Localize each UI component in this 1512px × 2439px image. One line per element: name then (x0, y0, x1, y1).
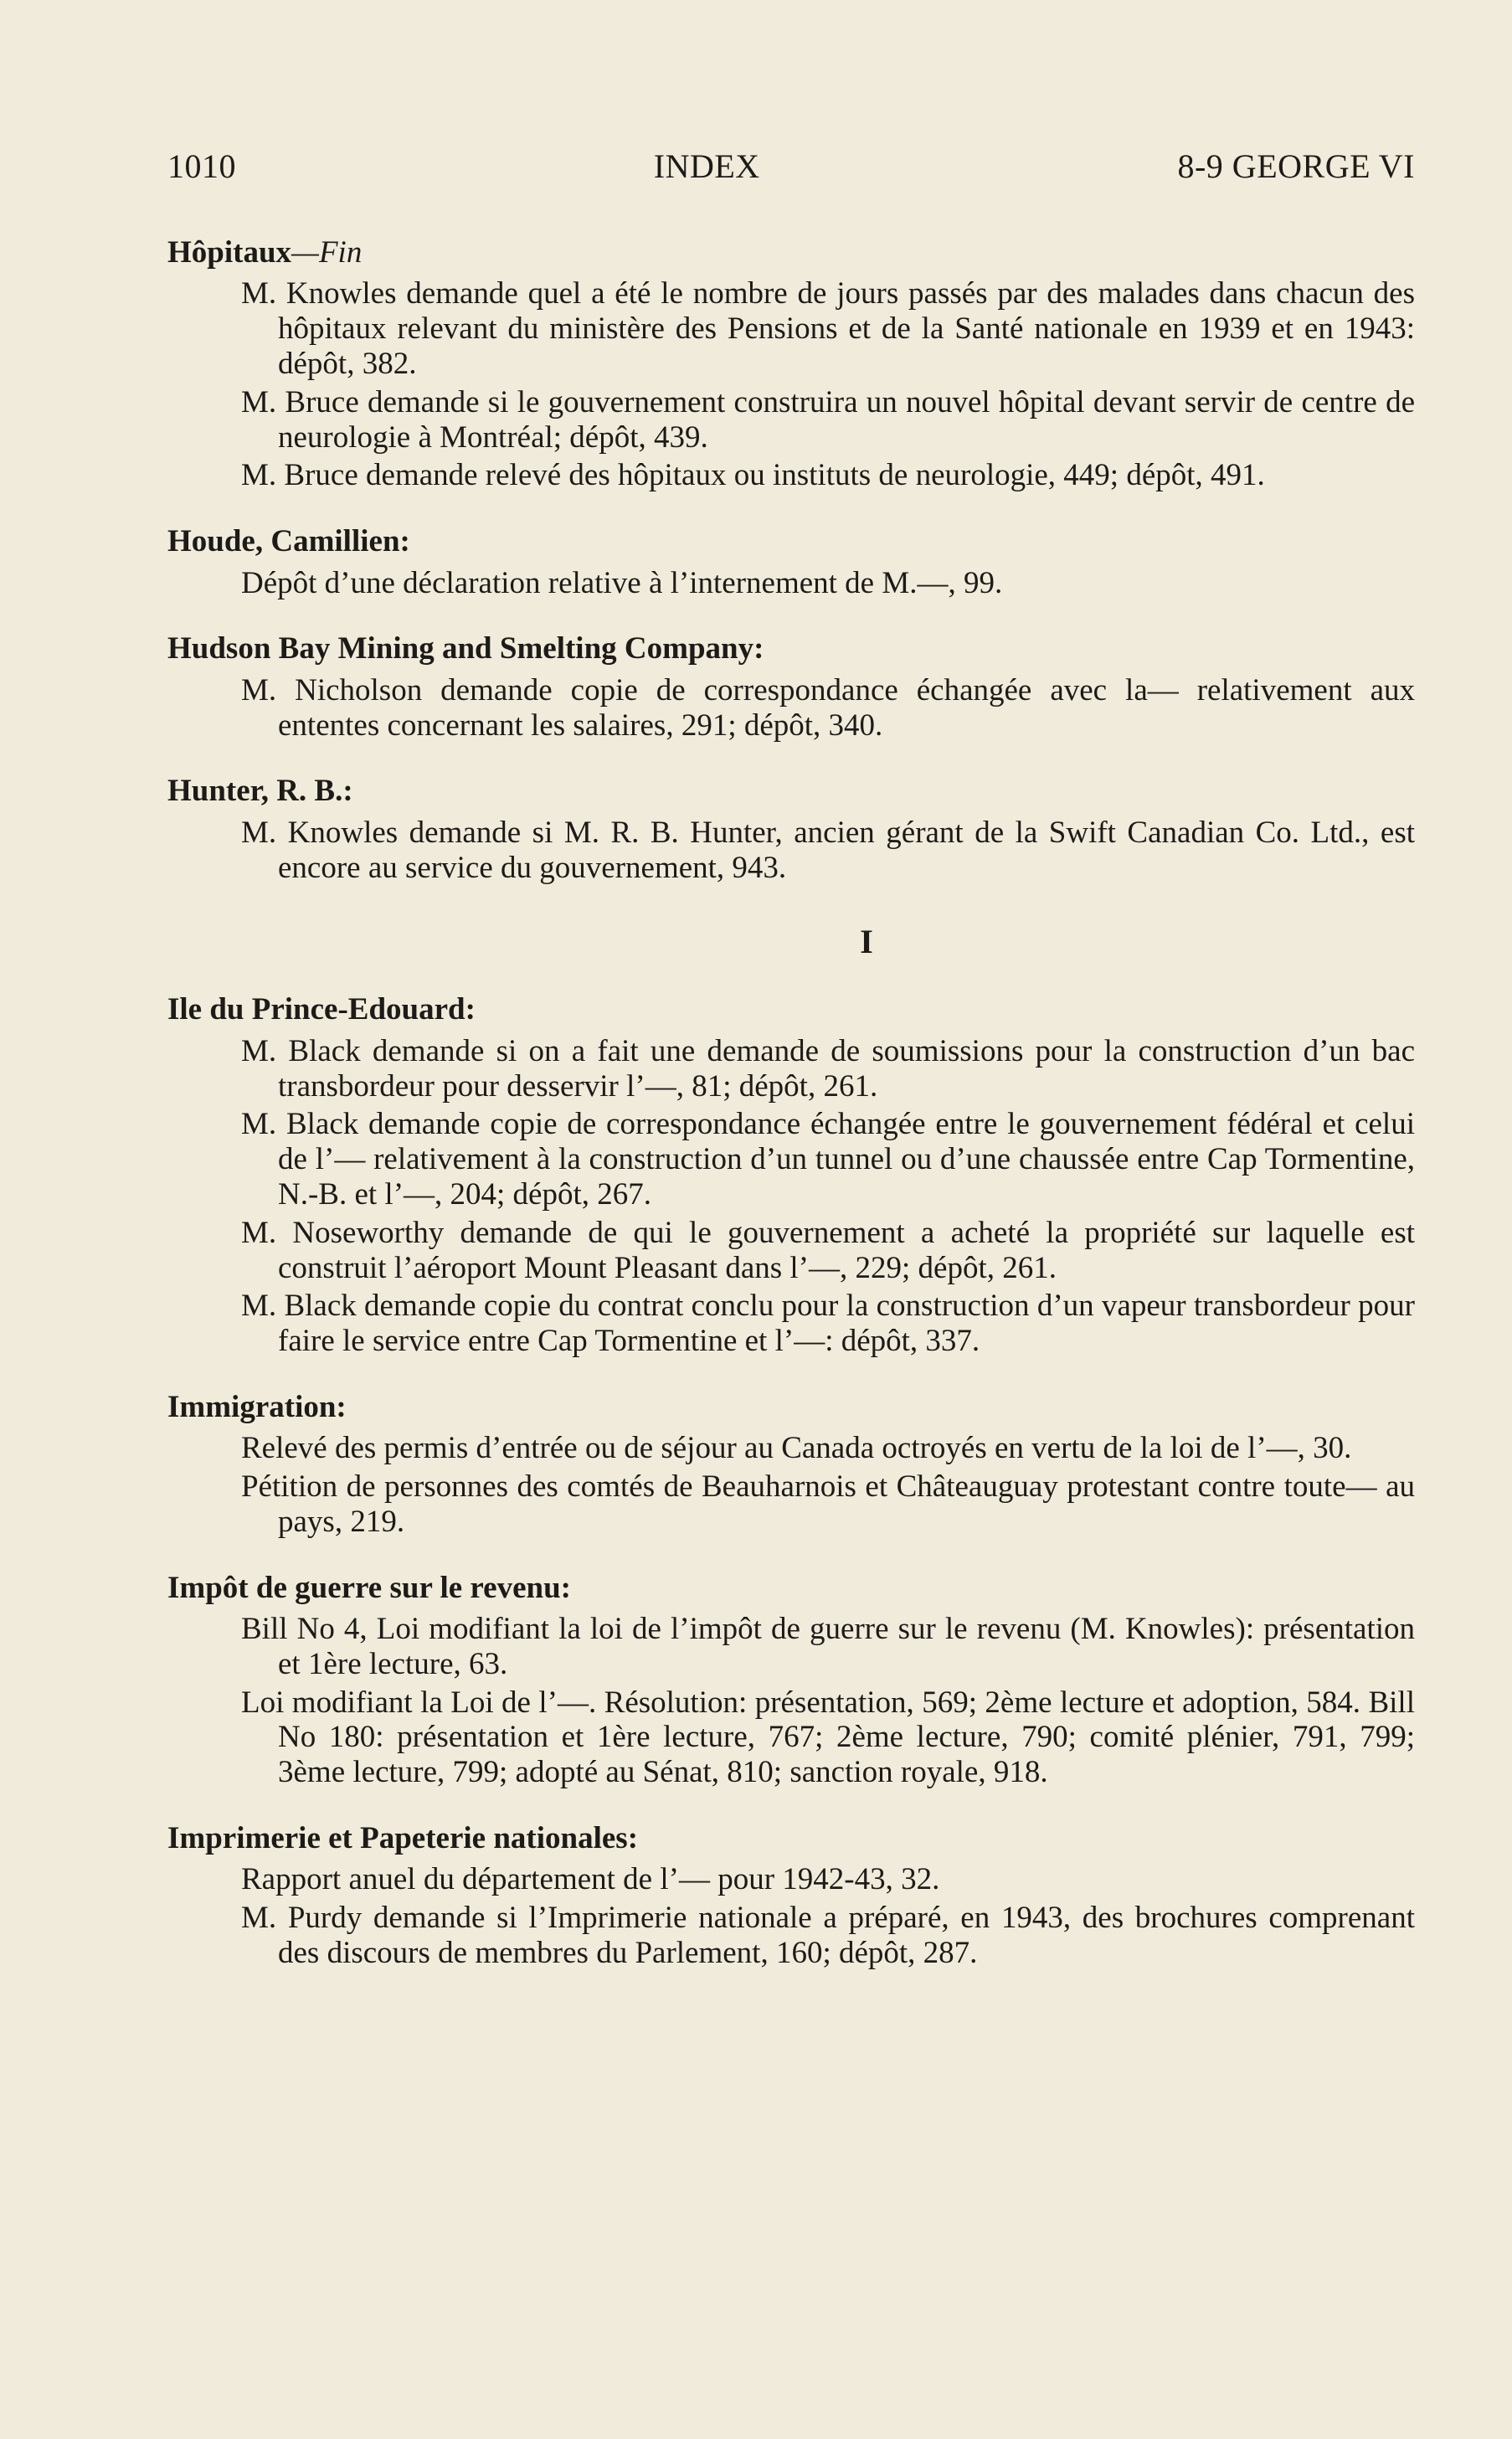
index-entry: M. Purdy demande si l’Imprimerie nationale a préparé, en 1943, des brochures comprenant des discours de membres du Parlement, 160; dépôt, 287. (241, 1901, 1415, 1971)
section-heading: Ile du Prince-Edouard: (167, 992, 476, 1027)
reign-label: 8-9 GEORGE VI (1177, 147, 1415, 185)
section-heading: Houde, Camillien: (167, 524, 410, 559)
section-heading: Hudson Bay Mining and Smelting Company: (167, 631, 764, 666)
index-entry: Relevé des permis d’entrée ou de séjour au Canada octroyés en vertu de la loi de l’—, 30. (241, 1431, 1352, 1466)
index-entry: Pétition de personnes des comtés de Beauharnois et Châteauguay protestant contre toute— au pays, 219. (241, 1469, 1415, 1539)
page-number: 1010 (167, 147, 236, 185)
section-heading: Imprimerie et Papeterie nationales: (167, 1821, 639, 1856)
index-section-houde (167, 523, 1415, 600)
index-entry: Bill No 4, Loi modifiant la loi de l’impôt de guerre sur le revenu (M. Knowles): présentation et 1ère lecture, 63. (241, 1612, 1415, 1681)
section-heading: Immigration: (167, 1389, 347, 1424)
index-page (167, 147, 1415, 2001)
index-entry: M. Bruce demande relevé des hôpitaux ou instituts de neurologie, 449; dépôt, 491. (241, 458, 1265, 493)
section-heading: Hunter, R. B.: (167, 774, 353, 809)
section-heading: Impôt de guerre sur le revenu: (167, 1570, 571, 1605)
index-section-hopitaux (167, 234, 1415, 493)
section-heading: Hôpitaux—Fin (167, 235, 363, 270)
index-entry: Rapport anuel du département de l’— pour 1942-43, 32. (241, 1862, 940, 1897)
index-entry: M. Bruce demande si le gouvernement construira un nouvel hôpital devant servir de centre de neurologie à Montréal; dépôt, 439. (241, 384, 1415, 455)
index-section-imprimerie (167, 1820, 1415, 1971)
index-section-immigration (167, 1389, 1415, 1540)
page-title: INDEX (653, 147, 760, 185)
index-entry: M. Knowles demande quel a été le nombre de jours passés par des malades dans chacun des hôpitaux relevant du ministère des Pensions et de la Santé nationale en 1939 et en 1943: dépôt, 382. (241, 276, 1415, 381)
index-entry: M. Black demande si on a fait une demande de soumissions pour la construction d’un bac transbordeur pour desservir l’—, 81; dépôt, 261. (241, 1033, 1415, 1104)
index-entry: M. Black demande copie du contrat conclu pour la construction d’un vapeur transbordeur pour faire le service entre Cap Tormentine et l’—: dépôt, 337. (241, 1289, 1415, 1359)
index-entry: Loi modifiant la Loi de l’—. Résolution: présentation, 569; 2ème lecture et adoption, 584. Bill No 180: présentation et 1ère lecture, 767; 2ème lecture, 790; comité plénier, 791, 799; 3ème lecture, 799; adopté au Sénat, 810; sanction royale, 918. (241, 1685, 1415, 1790)
index-entry: Dépôt d’une déclaration relative à l’internement de M.—, 99. (241, 565, 1003, 600)
index-entry: M. Black demande copie de correspondance échangée entre le gouvernement fédéral et celui de l’— relativement à la construction d’un tunnel ou d’une chaussée entre Cap Tormentine, N.-B. et l’—, 204; dépôt, 267. (241, 1107, 1415, 1212)
letter-divider: I (860, 923, 873, 961)
index-entry: M. Nicholson demande copie de correspondance échangée avec la— relativement aux ententes concernant les salaires, 291; dépôt, 340. (241, 672, 1415, 743)
index-section-ile-du-prince-edouard (167, 991, 1415, 1359)
running-head (167, 147, 1415, 186)
index-section-hunter (167, 773, 1415, 885)
index-entry: M. Knowles demande si M. R. B. Hunter, ancien gérant de la Swift Canadian Co. Ltd., est encore au service du gouvernement, 943. (241, 815, 1415, 885)
index-entry: M. Noseworthy demande de qui le gouvernement a acheté la propriété sur laquelle est construit l’aéroport Mount Pleasant dans l’—, 229; dépôt, 261. (241, 1215, 1415, 1285)
index-section-impot-de-guerre (167, 1570, 1415, 1790)
index-section-hudson-bay (167, 630, 1415, 743)
